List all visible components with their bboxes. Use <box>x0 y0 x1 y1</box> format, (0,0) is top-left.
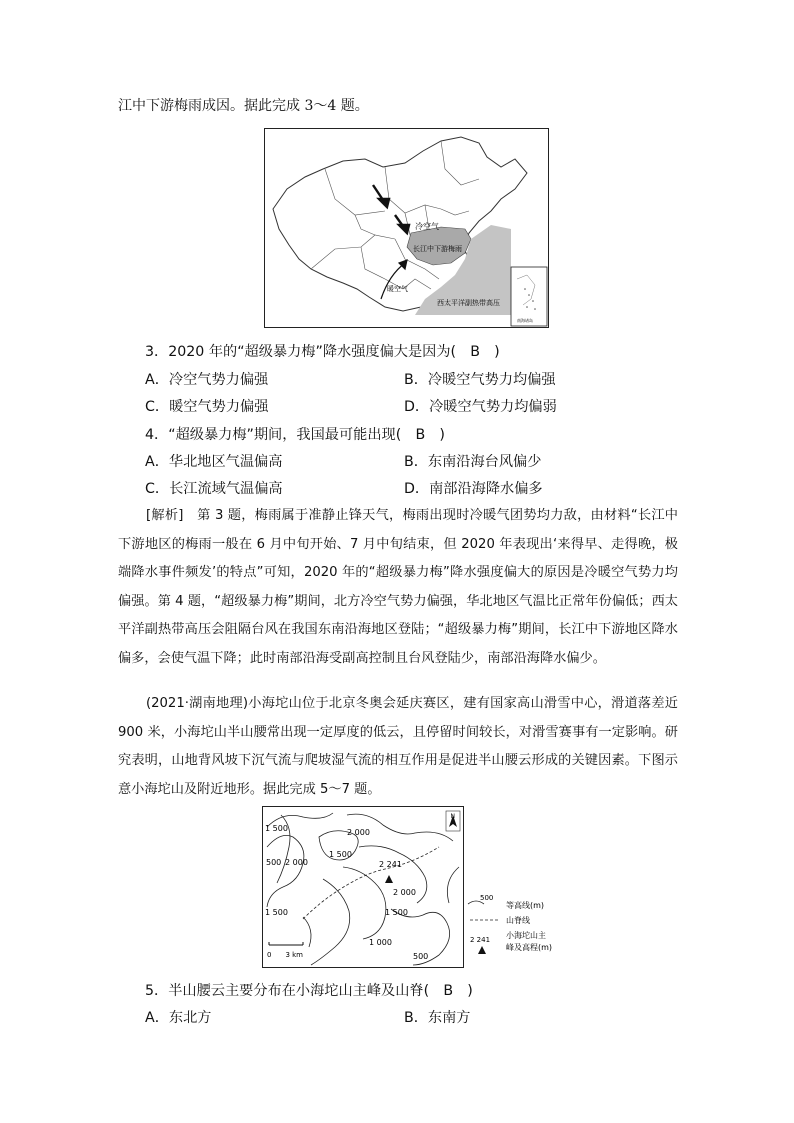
q3-option-b: B．冷暖空气势力均偏强 <box>404 372 556 388</box>
inset-label: 南海诸岛 <box>517 318 533 323</box>
q4-option-d: D．南部沿海降水偏多 <box>404 481 543 497</box>
q3-option-d: D．冷暖空气势力均偏弱 <box>404 399 557 415</box>
question-4-stem: 4．“超级暴力梅”期间，我国最可能出现( B ) <box>145 427 445 443</box>
legend-peak-label-2: 峰及高程(m) <box>506 943 553 952</box>
legend-peak-symbol <box>478 946 486 954</box>
subtropical-high-label: 西太平洋副热带高压 <box>437 299 500 307</box>
q3-option-c: C．暖空气势力偏强 <box>145 399 269 415</box>
china-map-svg <box>265 129 548 327</box>
north-label: N <box>450 813 455 820</box>
scale-label: 0 3 km <box>267 951 304 959</box>
legend-contour-value: 500 <box>480 894 494 902</box>
contour-label: 500 <box>413 952 429 961</box>
q4-option-c: C．长江流域气温偏高 <box>145 481 283 497</box>
contour-label: 1 000 <box>369 938 392 947</box>
ridge-line <box>303 847 439 919</box>
q4-option-a: A．华北地区气温偏高 <box>145 454 283 470</box>
q4-option-b: B．东南沿海台风偏少 <box>404 454 542 470</box>
contour-label: 2 000 <box>285 858 308 867</box>
question-3-stem: 3．2020 年的“超级暴力梅”降水强度偏大是因为( B ) <box>145 344 500 360</box>
intro-line: 江中下游梅雨成因。据此完成 3～4 题。 <box>118 98 369 114</box>
contour-label: 1 500 <box>265 824 288 833</box>
contour-label: 1 500 <box>265 908 288 917</box>
peak-marker <box>385 875 393 883</box>
analysis-paragraph: [解析] 第 3 题，梅雨属于准静止锋天气，梅雨出现时冷暖气团势均力敌，由材料“长江中下游地区的梅雨一般在 6 月中旬开始、7 月中旬结束，但 2020 年表现出‘来得早、走得晚，极端降水事件频发’的特点”可知，2020 年的“超级暴力梅”降水强度偏大的原因是冷暖空气势力均偏强。第 4 题，“超级暴力梅”期间，北方冷空气势力偏强，华北地区气温比正常年份偏低；西太平洋副热带高压会阻隔台风在我国东南沿海地区登陆；“超级暴力梅”期间，长江中下游地区降水偏多，会使气温下降；此时南部沿海受副高控制且台风登陆少，南部沿海降水偏少。 <box>118 508 678 666</box>
cold-air-label: 冷空气 <box>415 222 439 231</box>
question-5-stem: 5．半山腰云主要分布在小海坨山主峰及山脊( B ) <box>145 983 473 999</box>
legend-contour-label: 等高线(m) <box>506 901 545 910</box>
legend-peak-label-1: 小海坨山主 <box>506 931 546 940</box>
q5-option-b: B．东南方 <box>404 1010 471 1026</box>
contour-legend <box>466 892 576 962</box>
contour-label: 1 500 <box>329 850 352 859</box>
peak-elevation-label: 2 241 <box>379 860 402 869</box>
china-meiyu-map <box>264 128 549 328</box>
legend-peak-value: 2 241 <box>470 936 491 944</box>
contour-svg <box>263 807 463 967</box>
contour-label: 1 500 <box>385 908 408 917</box>
legend-ridge-label: 山脊线 <box>506 916 530 925</box>
contour-label: 2 000 <box>347 828 370 837</box>
xiaohaituo-contour-map <box>262 806 464 968</box>
q5-option-a: A．东北方 <box>145 1010 212 1026</box>
q3-option-a: A．冷空气势力偏强 <box>145 372 269 388</box>
warm-air-label: 暖空气 <box>387 285 408 293</box>
passage-xiaohaituo: (2021·湖南地理)小海坨山位于北京冬奥会延庆赛区，建有国家高山滑雪中心，滑道落差近 900 米，小海坨山半山腰常出现一定厚度的低云，且停留时间较长，对滑雪赛事有一定影响。研究表明，山地背风坡下沉气流与爬坡湿气流的相互作用是促进半山腰云形成的关键因素。下图示意小海坨山及附近地形。据此完成 5～7 题。 <box>118 696 678 797</box>
contour-label: 2 000 <box>393 888 416 897</box>
meiyu-label: 长江中下游梅雨 <box>413 245 462 253</box>
contour-label: 500 <box>266 858 282 867</box>
